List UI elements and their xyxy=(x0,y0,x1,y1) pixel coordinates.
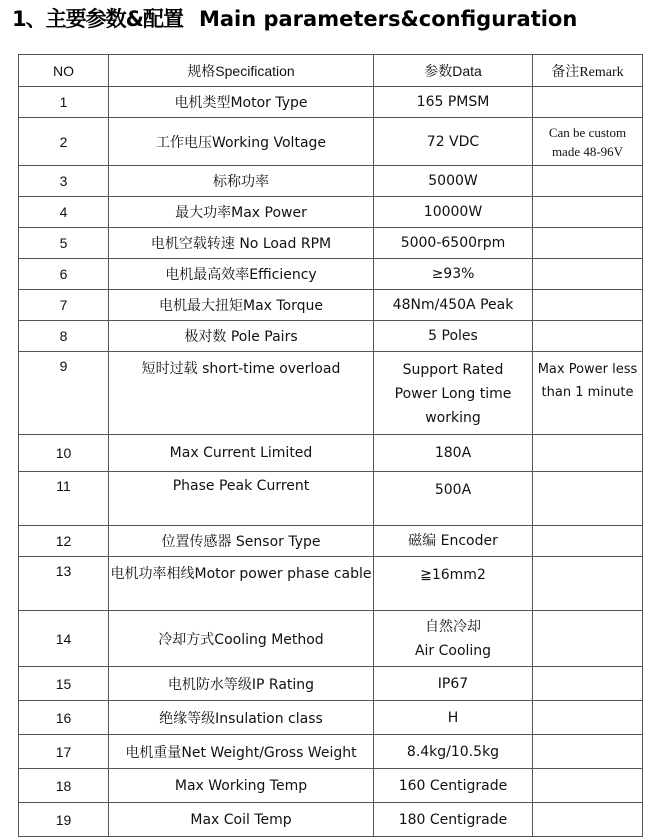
table-row xyxy=(19,611,643,667)
row-remark xyxy=(533,197,643,228)
row-data: 500A xyxy=(374,472,533,526)
row-specification: 标称功率 xyxy=(109,166,374,197)
row-data: 160 Centigrade xyxy=(374,769,533,803)
row-remark xyxy=(533,701,643,735)
table-row xyxy=(19,803,643,837)
row-specification: 电机类型Motor Type xyxy=(109,87,374,118)
table-row xyxy=(19,197,643,228)
data-line: Air Cooling xyxy=(414,642,492,659)
row-specification: Max Working Temp xyxy=(109,769,374,803)
row-number: 10 xyxy=(19,435,109,472)
data-line: Support Rated xyxy=(402,362,504,378)
table-row xyxy=(19,526,643,557)
row-remark xyxy=(533,526,643,557)
column-header-data: 参数Data xyxy=(374,55,533,87)
row-number: 4 xyxy=(19,197,109,228)
row-remark xyxy=(533,769,643,803)
row-remark xyxy=(533,472,643,526)
row-remark xyxy=(533,557,643,611)
row-number: 2 xyxy=(19,118,109,166)
row-specification: 绝缘等级Insulation class xyxy=(109,701,374,735)
row-specification: 位置传感器 Sensor Type xyxy=(109,526,374,557)
table-row xyxy=(19,667,643,701)
table-row xyxy=(19,735,643,769)
data-line: Power Long time xyxy=(394,386,512,402)
table-header xyxy=(19,55,643,87)
remark-line: Max Power less xyxy=(537,362,638,377)
table-row xyxy=(19,228,643,259)
row-data: 72 VDC xyxy=(374,118,533,166)
row-data: 5 Poles xyxy=(374,321,533,352)
row-data: 5000W xyxy=(374,166,533,197)
row-data: 磁编 Encoder xyxy=(374,526,533,557)
row-remark xyxy=(533,803,643,837)
row-number: 12 xyxy=(19,526,109,557)
row-data xyxy=(374,611,533,667)
row-specification: 工作电压Working Voltage xyxy=(109,118,374,166)
row-specification: 电机最大扭矩Max Torque xyxy=(109,290,374,321)
row-data: 165 PMSM xyxy=(374,87,533,118)
row-remark xyxy=(533,611,643,667)
row-data: 180 Centigrade xyxy=(374,803,533,837)
row-specification: Phase Peak Current xyxy=(109,472,374,526)
page-title-number: 1、 xyxy=(12,7,46,31)
row-specification: Max Current Limited xyxy=(109,435,374,472)
row-data: 10000W xyxy=(374,197,533,228)
page-title-english: Main parameters&configuration xyxy=(198,7,578,31)
row-remark xyxy=(533,290,643,321)
header-row xyxy=(19,55,643,87)
row-specification: Max Coil Temp xyxy=(109,803,374,837)
data-line: working xyxy=(425,410,481,426)
row-data: IP67 xyxy=(374,667,533,701)
row-number: 19 xyxy=(19,803,109,837)
row-number: 1 xyxy=(19,87,109,118)
row-remark xyxy=(533,735,643,769)
page-title-chinese: 主要参数&配置 xyxy=(45,7,183,31)
table-row xyxy=(19,769,643,803)
remark-line: Can be custom xyxy=(548,124,627,140)
row-specification: 电机防水等级IP Rating xyxy=(109,667,374,701)
row-specification: 电机空载转速 No Load RPM xyxy=(109,228,374,259)
page-title xyxy=(12,4,577,35)
row-number: 7 xyxy=(19,290,109,321)
table-row xyxy=(19,352,643,435)
row-number: 13 xyxy=(19,557,109,611)
row-specification: 短时过载 short-time overload xyxy=(109,352,374,435)
row-remark xyxy=(533,259,643,290)
row-number: 9 xyxy=(19,352,109,435)
table-row xyxy=(19,472,643,526)
table-row xyxy=(19,87,643,118)
row-specification: 电机功率相线Motor power phase cable xyxy=(109,557,374,611)
row-number: 16 xyxy=(19,701,109,735)
row-data: 48Nm/450A Peak xyxy=(374,290,533,321)
row-number: 14 xyxy=(19,611,109,667)
data-line: 自然冷却 xyxy=(425,618,481,635)
row-data: H xyxy=(374,701,533,735)
row-data: 5000-6500rpm xyxy=(374,228,533,259)
column-header-remark: 备注Remark xyxy=(533,55,643,87)
row-remark xyxy=(533,321,643,352)
row-number: 3 xyxy=(19,166,109,197)
table-body xyxy=(19,87,643,837)
row-remark xyxy=(533,166,643,197)
row-number: 18 xyxy=(19,769,109,803)
row-remark xyxy=(533,118,643,166)
row-number: 6 xyxy=(19,259,109,290)
row-remark xyxy=(533,228,643,259)
row-data: 180A xyxy=(374,435,533,472)
table-row xyxy=(19,321,643,352)
row-specification: 冷却方式Cooling Method xyxy=(109,611,374,667)
table-row xyxy=(19,701,643,735)
table-row xyxy=(19,259,643,290)
table-row xyxy=(19,290,643,321)
table-row xyxy=(19,118,643,166)
remark-line: made 48-96V xyxy=(551,143,624,159)
row-remark xyxy=(533,87,643,118)
row-number: 17 xyxy=(19,735,109,769)
table-row xyxy=(19,435,643,472)
row-specification: 极对数 Pole Pairs xyxy=(109,321,374,352)
row-specification: 最大功率Max Power xyxy=(109,197,374,228)
row-data: ≥93% xyxy=(374,259,533,290)
column-header-specification: 规格Specification xyxy=(109,55,374,87)
table-row xyxy=(19,166,643,197)
row-remark xyxy=(533,352,643,435)
row-number: 8 xyxy=(19,321,109,352)
row-data xyxy=(374,352,533,435)
row-data: ≧16mm2 xyxy=(374,557,533,611)
row-number: 5 xyxy=(19,228,109,259)
row-data: 8.4kg/10.5kg xyxy=(374,735,533,769)
row-number: 15 xyxy=(19,667,109,701)
row-specification: 电机最高效率Efficiency xyxy=(109,259,374,290)
row-number: 11 xyxy=(19,472,109,526)
row-specification: 电机重量Net Weight/Gross Weight xyxy=(109,735,374,769)
row-remark xyxy=(533,667,643,701)
specification-table xyxy=(18,54,643,837)
remark-line: than 1 minute xyxy=(541,385,634,400)
column-header-no: NO xyxy=(19,55,109,87)
table-row xyxy=(19,557,643,611)
row-remark xyxy=(533,435,643,472)
